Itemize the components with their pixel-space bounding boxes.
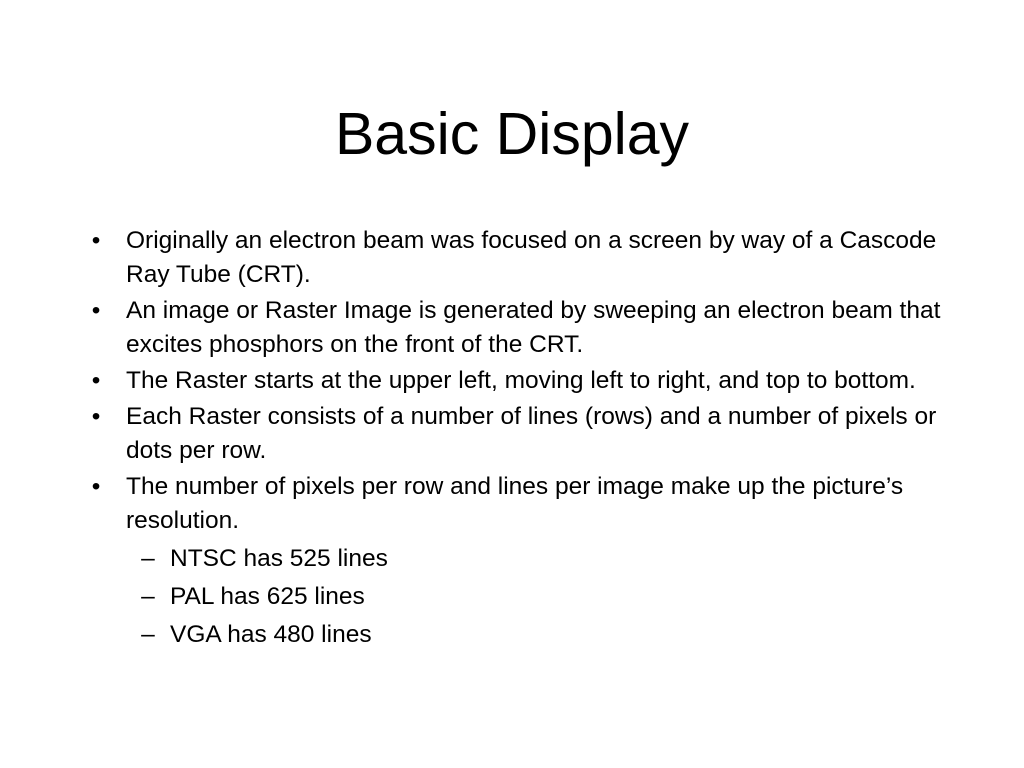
- bullet-text: Each Raster consists of a number of lines (rows) and a number of pixels or dots per row.: [126, 403, 937, 464]
- sub-bullet-item: [86, 542, 946, 576]
- bullet-item: [86, 224, 946, 292]
- sub-bullet-text: NTSC has 525 lines: [170, 545, 388, 572]
- bullet-text: The number of pixels per row and lines per image make up the picture’s resolution.: [126, 473, 904, 534]
- bullet-text: An image or Raster Image is generated by sweeping an electron beam that excites phosphors on the front of the CRT.: [126, 297, 941, 358]
- bullet-item: [86, 400, 946, 468]
- sub-bullet-list: [126, 542, 946, 652]
- bullet-item: [86, 470, 946, 652]
- bullet-item: [86, 364, 946, 398]
- sub-bullet-text: VGA has 480 lines: [170, 621, 372, 648]
- bullet-item: [86, 294, 946, 362]
- bullet-list: [86, 224, 946, 652]
- bullet-marker: •: [91, 473, 101, 500]
- bullet-text: The Raster starts at the upper left, moving left to right, and top to bottom.: [126, 367, 916, 394]
- sub-bullet-marker: –: [141, 583, 155, 610]
- bullet-text: Originally an electron beam was focused on a screen by way of a Cascode Ray Tube (CRT).: [126, 227, 937, 288]
- sub-bullet-text: PAL has 625 lines: [170, 583, 365, 610]
- sub-bullet-item: [86, 618, 946, 652]
- bullet-marker: •: [91, 367, 101, 394]
- sub-bullet-marker: –: [141, 545, 155, 572]
- bullet-marker: •: [91, 297, 101, 324]
- sub-bullet-marker: –: [141, 621, 155, 648]
- sub-bullet-item: [86, 580, 946, 614]
- bullet-marker: •: [91, 403, 101, 430]
- slide-title: Basic Display: [334, 101, 690, 167]
- bullet-marker: •: [91, 227, 101, 254]
